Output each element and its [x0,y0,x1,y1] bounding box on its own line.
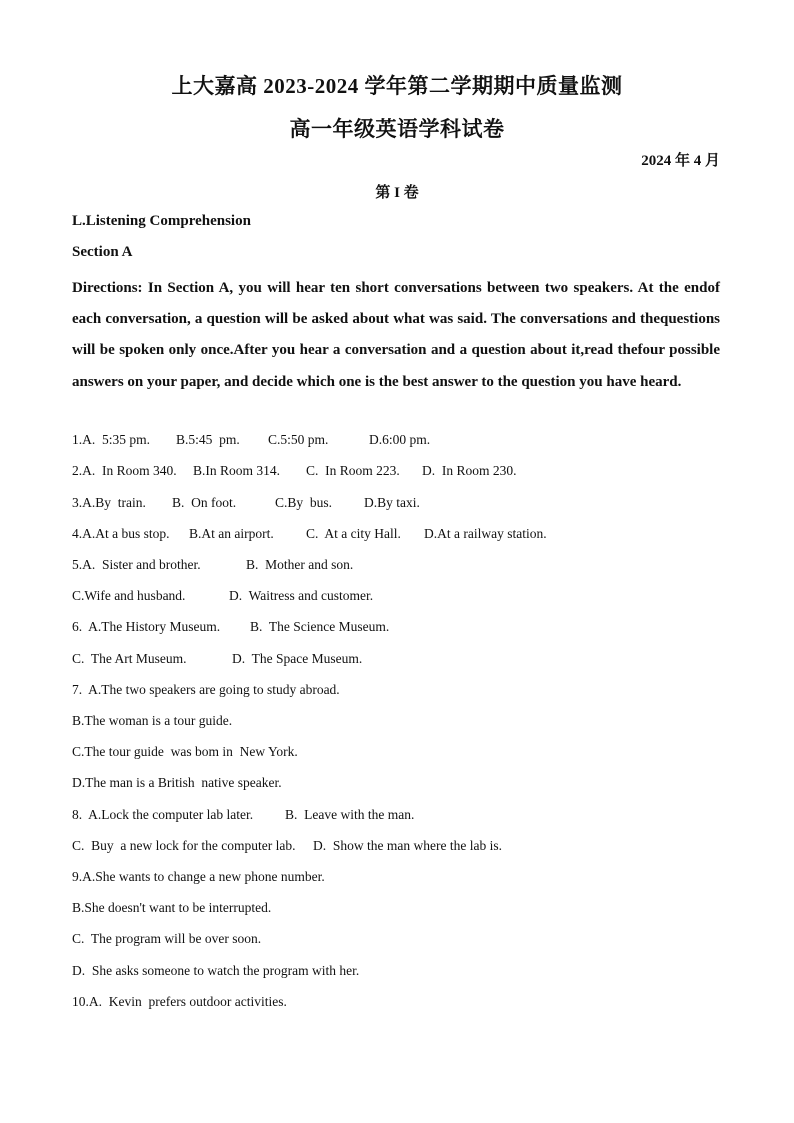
answer-option: B. Leave with the man. [285,807,415,822]
answer-option: C.By bus. [275,495,333,510]
section-heading: Section A [72,244,133,260]
answer-option: 1.A. 5:35 pm. [72,432,151,447]
answer-option: C.The tour guide was bom in New York. [72,744,298,759]
answer-option: C. At a city Hall. [306,526,401,541]
answer-option: C. In Room 223. [306,463,400,478]
answer-option: B. The Science Museum. [250,619,390,634]
exam-title: 上大嘉高 2023-2024 学年第二学期期中质量监测 [171,74,623,98]
answer-option: B. Mother and son. [246,557,354,572]
answer-option: 10.A. Kevin prefers outdoor activities. [72,994,287,1009]
answer-option: D.At a railway station. [424,526,547,541]
answer-option: D. In Room 230. [422,463,517,478]
answer-option: D. Waitress and customer. [229,588,374,603]
answer-option: 6. A.The History Museum. [72,619,221,634]
exam-subtitle: 高一年级英语学科试卷 [289,117,505,141]
volume-label: 第 I 卷 [375,185,419,201]
answer-option: 9.A.She wants to change a new phone number. [72,869,325,884]
answer-option: C. The program will be over soon. [72,931,262,946]
answer-option: C.5:50 pm. [268,432,329,447]
answer-option: D. She asks someone to watch the program with her. [72,963,360,978]
answer-option: D. The Space Museum. [232,651,363,666]
answer-option: B.In Room 314. [193,463,281,478]
answer-option: 4.A.At a bus stop. [72,526,170,541]
answer-option: 2.A. In Room 340. [72,463,177,478]
answer-option: D.6:00 pm. [369,432,431,447]
answer-option: 8. A.Lock the computer lab later. [72,807,254,822]
answer-option: B.The woman is a tour guide. [72,713,233,728]
answer-option: D.The man is a British native speaker. [72,775,282,790]
answer-option: 5.A. Sister and brother. [72,557,201,572]
exam-date: 2024 年 4 月 [641,153,720,169]
part-heading: L.Listening Comprehension [72,213,251,229]
answer-option: C. The Art Museum. [72,651,187,666]
answer-option: B.5:45 pm. [176,432,240,447]
answer-option: D.By taxi. [364,495,420,510]
answer-option: C. Buy a new lock for the computer lab. [72,838,296,853]
answer-option: C.Wife and husband. [72,588,186,603]
answer-option: 3.A.By train. [72,495,146,510]
answer-option: D. Show the man where the lab is. [313,838,502,853]
answer-option: B. On foot. [172,495,237,510]
directions-paragraph: Directions: In Section A, you will hear ten short conversations between two speakers. At the endof each conversation, a question will be asked about what was said. The conversations and thequestions will be spoken only once.After you hear a conversation and a question about it,read thefour possible answers on your paper, and decide which one is the best answer to the question you have heard. [72,280,720,390]
answer-option: 7. A.The two speakers are going to study abroad. [72,682,340,697]
answer-option: B.She doesn't want to be interrupted. [72,900,272,915]
answer-option: B.At an airport. [189,526,274,541]
